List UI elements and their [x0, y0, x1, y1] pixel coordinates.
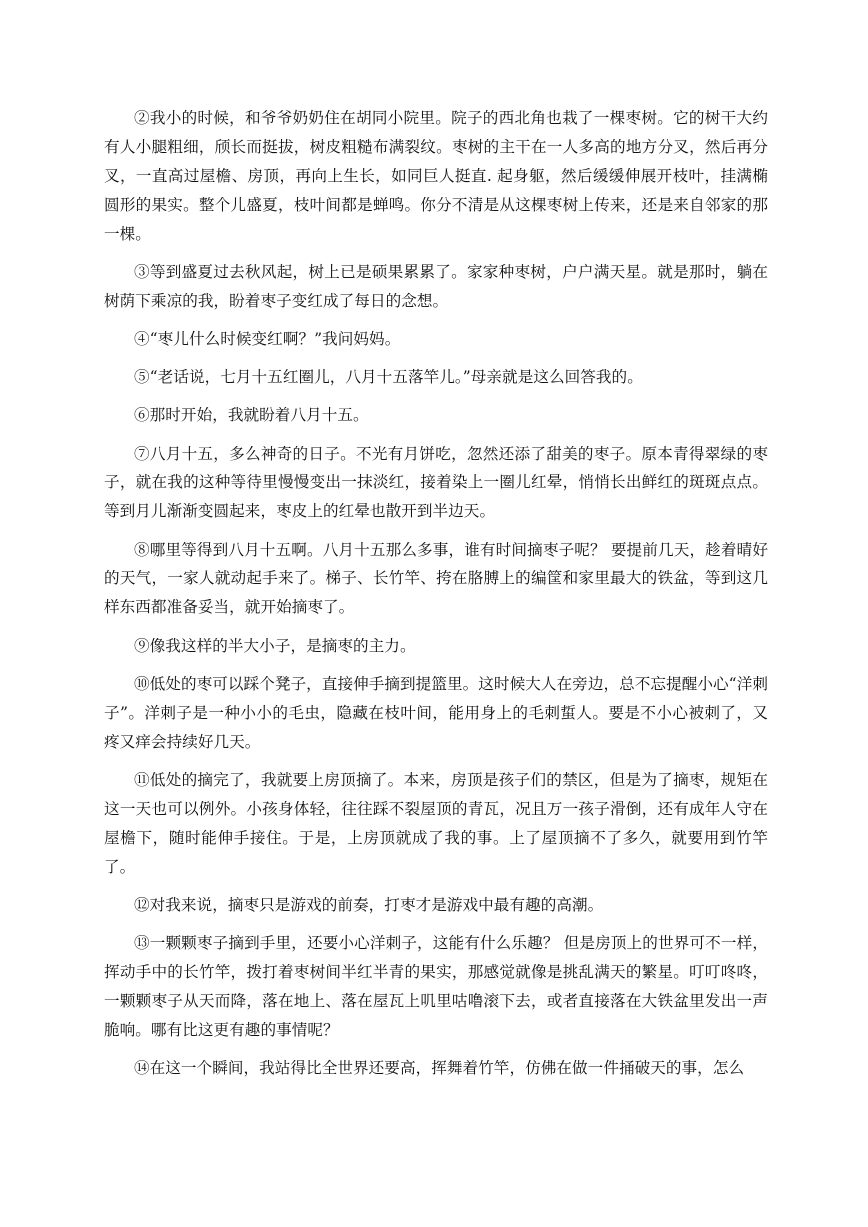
paragraph-3: ③等到盛夏过去秋风起，树上已是硕果累累了。家家种枣树，户户满天星。就是那时，躺在树荫下乘凉的我，盼着枣子变红成了每日的念想。 [104, 262, 768, 310]
article-body [104, 104, 768, 1092]
paragraph-9: ⑨像我这样的半大小子，是摘枣的主力。 [134, 636, 416, 655]
paragraph-13: ⑬一颗颗枣子摘到手里，还要小心洋刺子，这能有什么乐趣？ 但是房顶上的世界可不一样，挥动手中的长竹竿，拨打着枣树间半红半青的果实，那感觉就像是挑乱满天的繁星。叮叮咚咚，一颗颗枣子从天而降，落在地上、落在屋瓦上叽里咕噜滚下去，或者直接落在大铁盆里发出一声脆响。哪有比这更有趣的事情呢？ [104, 933, 768, 1039]
paragraph-11: ⑪低处的摘完了，我就要上房顶摘了。本来，房顶是孩子们的禁区，但是为了摘枣，规矩在这一天也可以例外。小孩身体轻，往往踩不裂屋顶的青瓦，况且万一孩子滑倒，还有成年人守在屋檐下，随时能伸手接住。于是，上房顶就成了我的事。上了屋顶摘不了多久，就要用到竹竿了。 [104, 770, 768, 876]
paragraph-12: ⑫对我来说，摘枣只是游戏的前奏，打枣才是游戏中最有趣的高潮。 [134, 895, 604, 914]
paragraph-7: ⑦八月十五，多么神奇的日子。不光有月饼吃，忽然还添了甜美的枣子。原本青得翠绿的枣子，就在我的这种等待里慢慢变出一抹淡红，接着染上一圈儿红晕，悄悄长出鲜红的斑斑点点。等到月儿渐渐变圆起来，枣皮上的红晕也散开到半边天。 [104, 444, 768, 521]
paragraph-2: ②我小的时候，和爷爷奶奶住在胡同小院里。院子的西北角也栽了一棵枣树。它的树干大约有人小腿粗细，颀长而挺拔，树皮粗糙布满裂纹。枣树的主干在一人多高的地方分叉，然后再分叉，一直高过屋檐、房顶，再向上生长，如同巨人挺直. 起身躯，然后缓缓伸展开枝叶，挂满椭圆形的果实。整个儿盛夏，枝叶间都是蝉鸣。你分不清是从这棵枣树上传来，还是来自邻家的那一棵。 [104, 109, 768, 243]
paragraph-8: ⑧哪里等得到八月十五啊。八月十五那么多事，谁有时间摘枣子呢？ 要提前几天，趁着晴好的天气，一家人就动起手来了。梯子、长竹竿、挎在胳膊上的编筐和家里最大的铁盆，等到这几样东西都准备妥当，就开始摘枣了。 [104, 540, 768, 617]
paragraph-14: ⑭在这一个瞬间，我站得比全世界还要高，挥舞着竹竿，仿佛在做一件捅破天的事，怎么 [134, 1058, 745, 1077]
paragraph-4: ④“枣儿什么时候变红啊？”我问妈妈。 [134, 329, 401, 348]
paragraph-5: ⑤“老话说，七月十五红圈儿，八月十五落竿儿。”母亲就是这么回答我的。 [134, 368, 643, 387]
paragraph-6: ⑥那时开始，我就盼着八月十五。 [134, 406, 369, 425]
paragraph-10: ⑩低处的枣可以踩个凳子，直接伸手摘到提篮里。这时候大人在旁边，总不忘提醒小心“洋刺子”。洋刺子是一种小小的毛虫，隐藏在枝叶间，能用身上的毛刺蜇人。要是不小心被刺了，又疼又痒会持续好几天。 [104, 674, 768, 751]
